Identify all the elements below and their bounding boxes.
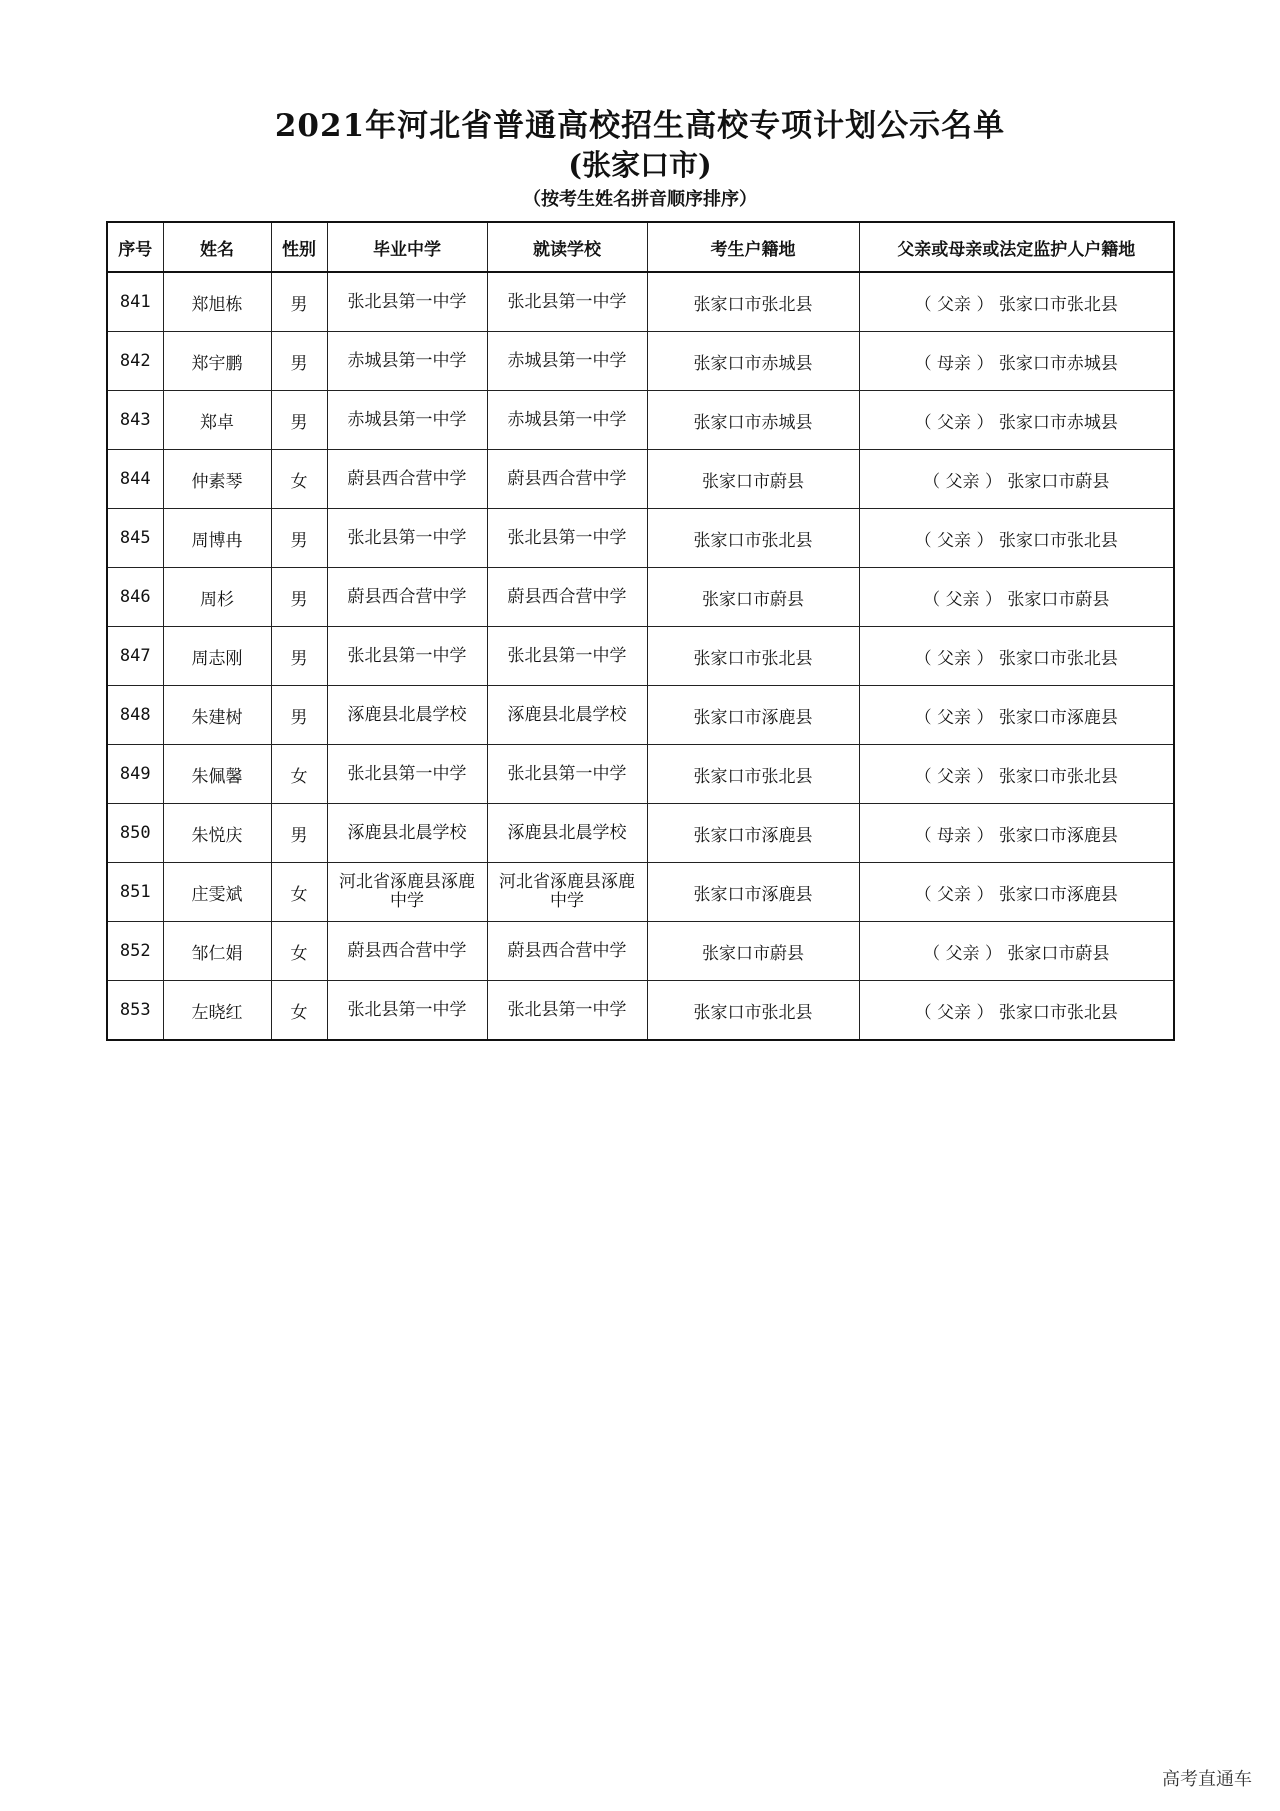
- guardian-household-cell: （ 母亲 ） 张家口市涿鹿县: [859, 804, 1174, 863]
- graduated-school-cell: 蔚县西合营中学: [327, 568, 487, 627]
- graduated-school-cell: 赤城县第一中学: [327, 332, 487, 391]
- guardian-household-cell: （ 母亲 ） 张家口市赤城县: [859, 332, 1174, 391]
- current-school-cell: 张北县第一中学: [487, 745, 647, 804]
- guardian-household-cell: （ 父亲 ） 张家口市蔚县: [859, 568, 1174, 627]
- header-cell: 毕业中学: [327, 222, 487, 272]
- current-school-cell: 赤城县第一中学: [487, 332, 647, 391]
- guardian-household-cell: （ 父亲 ） 张家口市张北县: [859, 981, 1174, 1041]
- student-name-cell: 仲素琴: [163, 450, 271, 509]
- gender-cell: 男: [271, 509, 327, 568]
- graduated-school-cell: 张北县第一中学: [327, 627, 487, 686]
- student-name-cell: 庄雯斌: [163, 863, 271, 922]
- current-school-cell: 张北县第一中学: [487, 509, 647, 568]
- gender-cell: 女: [271, 981, 327, 1041]
- roster-body: [107, 272, 1174, 1040]
- current-school-cell: 涿鹿县北晨学校: [487, 686, 647, 745]
- current-school-cell: 河北省涿鹿县涿鹿中学: [487, 863, 647, 922]
- header-row: [107, 222, 1174, 272]
- current-school-cell: 蔚县西合营中学: [487, 922, 647, 981]
- student-household-cell: 张家口市蔚县: [647, 450, 859, 509]
- current-school-cell: 涿鹿县北晨学校: [487, 804, 647, 863]
- gender-cell: 男: [271, 391, 327, 450]
- header-cell: 序号: [107, 222, 163, 272]
- table-row: [107, 745, 1174, 804]
- gender-cell: 男: [271, 332, 327, 391]
- watermark-text: 高考直通车: [1162, 1769, 1252, 1790]
- student-household-cell: 张家口市张北县: [647, 745, 859, 804]
- student-name-cell: 周志刚: [163, 627, 271, 686]
- student-name-cell: 郑宇鹏: [163, 332, 271, 391]
- gender-cell: 男: [271, 686, 327, 745]
- table-row: [107, 922, 1174, 981]
- serial-number-cell: 849: [107, 745, 163, 804]
- guardian-household-cell: （ 父亲 ） 张家口市张北县: [859, 627, 1174, 686]
- roster-table: [106, 221, 1175, 1041]
- student-household-cell: 张家口市涿鹿县: [647, 863, 859, 922]
- gender-cell: 女: [271, 922, 327, 981]
- table-row: [107, 981, 1174, 1041]
- graduated-school-cell: 张北县第一中学: [327, 745, 487, 804]
- guardian-household-cell: （ 父亲 ） 张家口市涿鹿县: [859, 863, 1174, 922]
- student-household-cell: 张家口市涿鹿县: [647, 804, 859, 863]
- student-name-cell: 朱悦庆: [163, 804, 271, 863]
- guardian-household-cell: （ 父亲 ） 张家口市赤城县: [859, 391, 1174, 450]
- student-name-cell: 左晓红: [163, 981, 271, 1041]
- student-household-cell: 张家口市蔚县: [647, 922, 859, 981]
- gender-cell: 男: [271, 568, 327, 627]
- serial-number-cell: 842: [107, 332, 163, 391]
- current-school-cell: 赤城县第一中学: [487, 391, 647, 450]
- header-cell: 父亲或母亲或法定监护人户籍地: [859, 222, 1174, 272]
- table-row: [107, 450, 1174, 509]
- graduated-school-cell: 张北县第一中学: [327, 981, 487, 1041]
- student-household-cell: 张家口市张北县: [647, 627, 859, 686]
- serial-number-cell: 853: [107, 981, 163, 1041]
- student-name-cell: 朱佩馨: [163, 745, 271, 804]
- current-school-cell: 张北县第一中学: [487, 627, 647, 686]
- graduated-school-cell: 蔚县西合营中学: [327, 922, 487, 981]
- table-row: [107, 804, 1174, 863]
- student-household-cell: 张家口市涿鹿县: [647, 686, 859, 745]
- current-school-cell: 张北县第一中学: [487, 272, 647, 332]
- gender-cell: 女: [271, 745, 327, 804]
- serial-number-cell: 846: [107, 568, 163, 627]
- current-school-cell: 蔚县西合营中学: [487, 450, 647, 509]
- table-row: [107, 332, 1174, 391]
- guardian-household-cell: （ 父亲 ） 张家口市涿鹿县: [859, 686, 1174, 745]
- gender-cell: 男: [271, 804, 327, 863]
- graduated-school-cell: 河北省涿鹿县涿鹿中学: [327, 863, 487, 922]
- gender-cell: 女: [271, 450, 327, 509]
- student-name-cell: 郑旭栋: [163, 272, 271, 332]
- current-school-cell: 张北县第一中学: [487, 981, 647, 1041]
- serial-number-cell: 844: [107, 450, 163, 509]
- graduated-school-cell: 涿鹿县北晨学校: [327, 686, 487, 745]
- graduated-school-cell: 张北县第一中学: [327, 272, 487, 332]
- table-row: [107, 568, 1174, 627]
- guardian-household-cell: （ 父亲 ） 张家口市蔚县: [859, 922, 1174, 981]
- serial-number-cell: 850: [107, 804, 163, 863]
- table-row: [107, 863, 1174, 922]
- header-cell: 就读学校: [487, 222, 647, 272]
- header-cell: 考生户籍地: [647, 222, 859, 272]
- sort-note: （按考生姓名拼音顺序排序）: [523, 189, 757, 210]
- document-subtitle: (张家口市): [568, 148, 712, 182]
- guardian-household-cell: （ 父亲 ） 张家口市蔚县: [859, 450, 1174, 509]
- student-household-cell: 张家口市张北县: [647, 272, 859, 332]
- student-household-cell: 张家口市赤城县: [647, 332, 859, 391]
- header-cell: 性别: [271, 222, 327, 272]
- current-school-cell: 蔚县西合营中学: [487, 568, 647, 627]
- graduated-school-cell: 赤城县第一中学: [327, 391, 487, 450]
- student-household-cell: 张家口市赤城县: [647, 391, 859, 450]
- table-row: [107, 272, 1174, 332]
- table-row: [107, 509, 1174, 568]
- student-household-cell: 张家口市张北县: [647, 509, 859, 568]
- student-name-cell: 周杉: [163, 568, 271, 627]
- student-name-cell: 邹仁娟: [163, 922, 271, 981]
- student-name-cell: 周博冉: [163, 509, 271, 568]
- serial-number-cell: 843: [107, 391, 163, 450]
- graduated-school-cell: 蔚县西合营中学: [327, 450, 487, 509]
- guardian-household-cell: （ 父亲 ） 张家口市张北县: [859, 509, 1174, 568]
- guardian-household-cell: （ 父亲 ） 张家口市张北县: [859, 745, 1174, 804]
- table-row: [107, 391, 1174, 450]
- graduated-school-cell: 张北县第一中学: [327, 509, 487, 568]
- serial-number-cell: 848: [107, 686, 163, 745]
- student-household-cell: 张家口市蔚县: [647, 568, 859, 627]
- serial-number-cell: 841: [107, 272, 163, 332]
- student-name-cell: 朱建树: [163, 686, 271, 745]
- student-name-cell: 郑卓: [163, 391, 271, 450]
- serial-number-cell: 852: [107, 922, 163, 981]
- guardian-household-cell: （ 父亲 ） 张家口市张北县: [859, 272, 1174, 332]
- gender-cell: 男: [271, 627, 327, 686]
- serial-number-cell: 845: [107, 509, 163, 568]
- gender-cell: 女: [271, 863, 327, 922]
- table-row: [107, 627, 1174, 686]
- document-title: 2021年河北省普通高校招生高校专项计划公示名单: [274, 108, 1006, 144]
- serial-number-cell: 851: [107, 863, 163, 922]
- gender-cell: 男: [271, 272, 327, 332]
- header-cell: 姓名: [163, 222, 271, 272]
- graduated-school-cell: 涿鹿县北晨学校: [327, 804, 487, 863]
- table-row: [107, 686, 1174, 745]
- serial-number-cell: 847: [107, 627, 163, 686]
- student-household-cell: 张家口市张北县: [647, 981, 859, 1041]
